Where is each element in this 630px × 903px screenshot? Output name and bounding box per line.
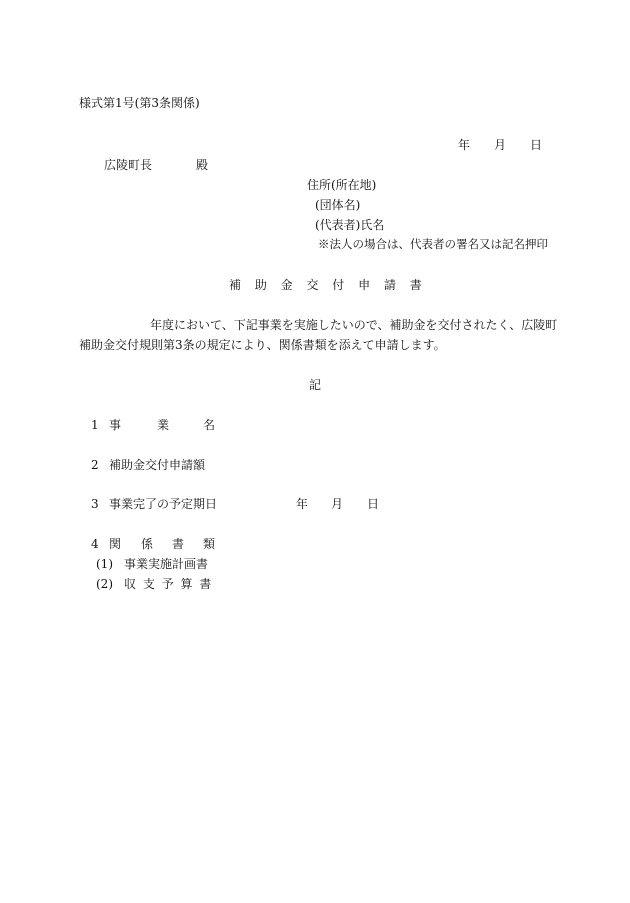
applicant-address: 住所(所在地) [307, 178, 377, 192]
date-line [0, 139, 630, 153]
completion-year: 年 [296, 497, 309, 511]
sub-item-number: (2) [96, 577, 113, 591]
date-month: 月 [494, 138, 507, 152]
sub-item-label: 事業実施計画書 [124, 557, 209, 571]
addressee-name: 広陵町長 [104, 158, 153, 172]
item-label-char: 事 [109, 418, 122, 432]
item-2 [0, 459, 630, 473]
applicant-representative: (代表者)氏名 [315, 218, 385, 232]
item-label-char: 関 [109, 537, 122, 551]
item-label: 事業完了の予定期日 [109, 497, 218, 511]
item-label-char: 類 [203, 537, 216, 551]
item-1 [0, 419, 630, 433]
item-label-char: 業 [157, 418, 170, 432]
applicant-note: ※法人の場合は、代表者の署名又は記名押印 [318, 237, 548, 251]
item-number: 2 [91, 458, 99, 472]
item-number: 1 [91, 418, 99, 432]
item-number: 4 [91, 537, 99, 551]
item-3 [0, 498, 630, 512]
item-label-char: 係 [141, 537, 154, 551]
item-label-char: 名 [203, 418, 216, 432]
item-number: 3 [91, 497, 99, 511]
body-line-1: 年度において、下記事業を実施したいので、補助金を交付されたく、広陵町 [150, 318, 558, 332]
body-line-2: 補助金交付規則第3条の規定により、関係書類を添えて申請します。 [79, 338, 446, 352]
item-label: 補助金交付申請額 [109, 458, 206, 472]
form-number: 様式第1号(第3条関係) [79, 96, 200, 110]
ki-heading: 記 [309, 378, 322, 392]
date-year: 年 [458, 138, 471, 152]
sub-item-2 [0, 578, 630, 592]
applicant-organization: (団体名) [315, 198, 361, 212]
completion-day: 日 [367, 497, 380, 511]
date-day: 日 [530, 138, 543, 152]
addressee-line [0, 159, 630, 173]
sub-item-1 [0, 558, 630, 572]
item-4 [0, 538, 630, 552]
completion-month: 月 [331, 497, 344, 511]
item-label-char: 書 [172, 537, 185, 551]
sub-item-label: 収 支 予 算 書 [124, 577, 212, 591]
addressee-honorific: 殿 [196, 158, 209, 172]
document-title: 補 助 金 交 付 申 請 書 [229, 278, 422, 292]
sub-item-number: (1) [96, 557, 113, 571]
